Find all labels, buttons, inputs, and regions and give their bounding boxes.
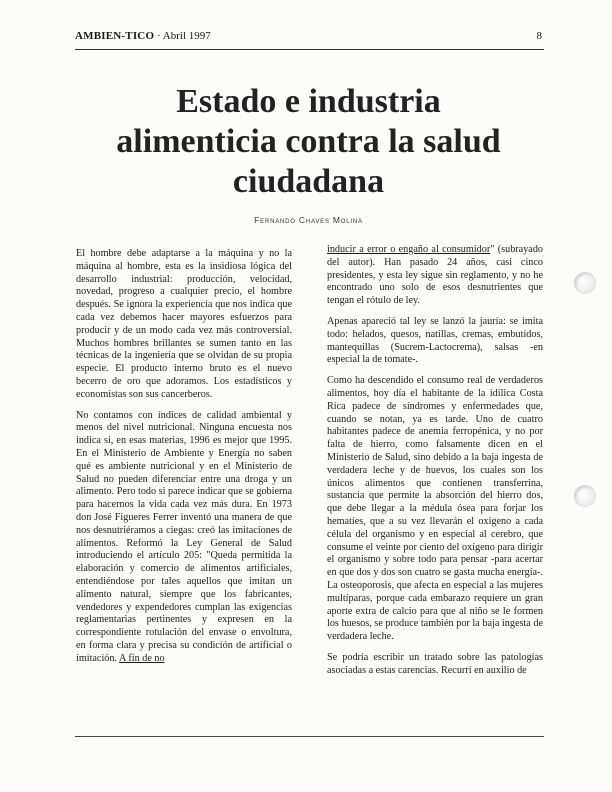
paragraph: El hombre debe adaptarse a la máquina y no la máquina al hombre, esta es la insidiosa lógica del desarrollo industrial: producción, velocidad, novedad, progreso a cualquier precio, el hombre después. Se ignora la experiencia que nos indica que cada vez debemos hacer mayores esfuerzos para producir y de un modo cada vez más controversial. Muchos hombres brillantes se sumen tanto en las técnicas de la ingeniería que se olvidan de su propia especie. El producto interno bruto es el nuevo becerro de oro que adoramos. Los estadísticos y economistas son sus cancerberos. [76,248,292,400]
paragraph: Como ha descendido el consumo real de verdaderos alimentos, hoy día el habitante de la idílica Costa Rica padece de síndromes y enfermedades que, cuando se notan, ya es tarde. Uno de cuatro habitantes padece de anemia ferropénica, y no por falta de hierro, como falsamente dicen en el Ministerio de Salud, sino debido a la baja ingesta de verdadera leche y de huevos, los cuales son los únicos alimentos que contienen transferrina, sustancia que permite la absorción del hierro dos, que debe llegar a la médula ósea para forjar los hematíes, que a su vez llevarán el oxígeno a cada célula del organismo y en especial al cerebro, que consume el veinte por ciento del oxígeno para dirigir el organismo y sobre todo para pensar -para acertar en que dos y dos son cuatro se gasta mucha energía-. La osteoporosis, que afecta en especial a las mujeres multíparas, porque cada embarazo requiere un gran aporte extra de calcio para que al niño se le formen los huesos, se produce también por la baja ingesta de verdadera leche. [327,375,543,643]
title-line-2: alimenticia contra la salud [116,123,501,160]
paragraph: Se podría escribir un tratado sobre las patologías asociadas a estas carencias. Recurrí en auxilio de [327,651,543,676]
footer-rule [75,736,544,737]
issue-date: · Abril 1997 [154,30,211,42]
page-number: 8 [536,30,542,42]
binder-hole [574,485,596,507]
journal-name: AMBIEN-TICO [75,30,155,42]
header-rule [75,49,544,50]
binder-hole [574,272,596,294]
paragraph-text: " (subrayado del autor). Han pasado 24 años, casi cinco presidentes, y esta ley sigue sin reglamento, y no he encontrado uno solo de esos desnutrientes que tengan el rótulo de ley. [327,244,544,307]
header-journal [75,30,211,42]
underlined-text: inducir a error o engaño al consumidor [327,244,491,255]
page-header [75,30,542,46]
article-title [75,82,542,202]
left-column [76,248,292,674]
title-line-1: Estado e industria [176,83,441,120]
paragraph: Apenas apareció tal ley se lanzó la jauría: se imita todo: helados, quesos, natillas, cremas, embutidos, mantequillas (Sucrem-Lactocrema), salsas -en especial la de tomate-. [327,315,543,366]
paragraph [327,244,543,308]
title-line-3: ciudadana [232,163,385,200]
paragraph [76,410,292,666]
paragraph-text: No contamos con índices de calidad ambiental y menos del nivel nutricional. Ninguna encuesta nos indica si, en esas materias, 1996 es mejor que 1995. En el Ministerio de Ambiente y Energía no saben qué es ambiente nutricional y en el Ministerio de Salud no pueden diferenciar entre una droga y un alimento. Pero todo si parece indicar que se gobierna para hacernos la vida cada vez más dura. En 1973 don José Figueres Ferrer inventó una manera de que nos desnutriéramos a ciegas: creó las imitaciones de alimentos. Reformó la Ley General de Salud introduciendo el artículo 205: "Queda permitida la elaboración y comercio de alimentos artificiales, entendiéndose por tales aquellos que imitan un alimento natural, siempre que los fabricantes, vendedores y expendedores cumplan las exigencias reglamentarias pertinentes y expresen en la correspondiente rotulación del envase o envoltura, en forma clara y precisa su condición de artificial o imitación. [76,409,292,664]
right-column [327,244,543,686]
underlined-text: A fin de no [119,652,165,664]
article-author: Fernando Chaves Molina [254,215,363,225]
